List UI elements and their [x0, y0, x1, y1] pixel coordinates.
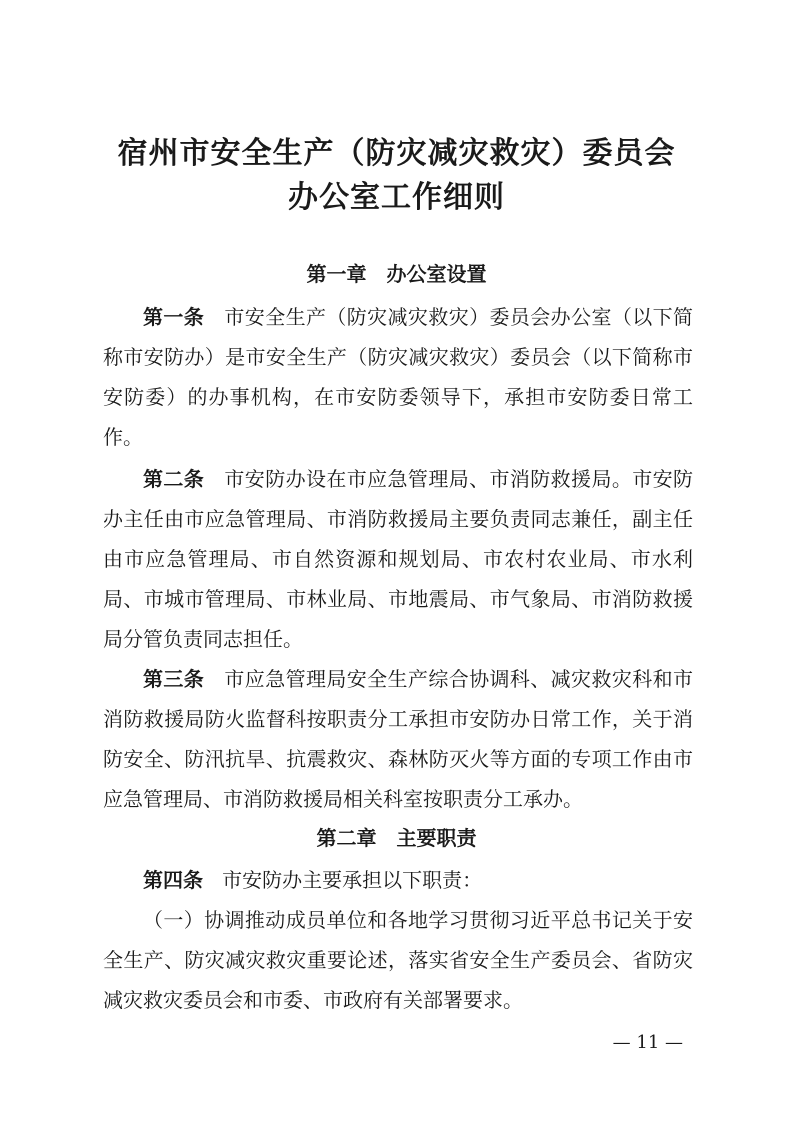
chapter1-heading: 第一章 办公室设置: [306, 262, 487, 286]
chapter2-heading: 第二章 主要职责: [316, 826, 477, 850]
document-title-line2: 办公室工作细则: [288, 180, 505, 215]
article-1: [103, 297, 693, 457]
article-2-label: 第二条: [143, 467, 205, 491]
article-1-text: 市安全生产（防灾减灾救灾）委员会办公室（以下简称市安防办）是市安全生产（防灾减灾救灾）委员会（以下简称市安防委）的办事机构，在市安防委领导下，承担市安防委日常工作。: [103, 305, 694, 449]
article-3-text: 市应急管理局安全生产综合协调科、减灾救灾科和市消防救援局防火监督科按职责分工承担市安防办日常工作，关于消防安全、防汛抗旱、抗震救灾、森林防灭火等方面的专项工作由市应急管理局、市消防救援局相关科室按职责分工承办。: [103, 667, 694, 811]
article-4-text: 市安防办主要承担以下职责：: [222, 868, 483, 892]
page-number: — 11 —: [612, 1032, 683, 1053]
article-3-label: 第三条: [143, 667, 205, 691]
article-1-label: 第一条: [143, 305, 205, 329]
article-3: [103, 659, 693, 819]
article-4-label: 第四条: [143, 868, 203, 892]
document-title-line1: 宿州市安全生产（防灾减灾救灾）委员会: [117, 136, 676, 171]
article-2-text: 市安防办设在市应急管理局、市消防救援局。市安防办主任由市应急管理局、市消防救援局主要负责同志兼任，副主任由市应急管理局、市自然资源和规划局、市农村农业局、市水利局、市城市管理局、市林业局、市地震局、市气象局、市消防救援局分管负责同志担任。: [103, 467, 694, 651]
article-2: [103, 459, 693, 659]
duty-item-1: （一）协调推动成员单位和各地学习贯彻习近平总书记关于安全生产、防灾减灾救灾重要论述，落实省安全生产委员会、省防灾减灾救灾委员会和市委、市政府有关部署要求。: [103, 908, 693, 1012]
article-4: [103, 860, 693, 900]
